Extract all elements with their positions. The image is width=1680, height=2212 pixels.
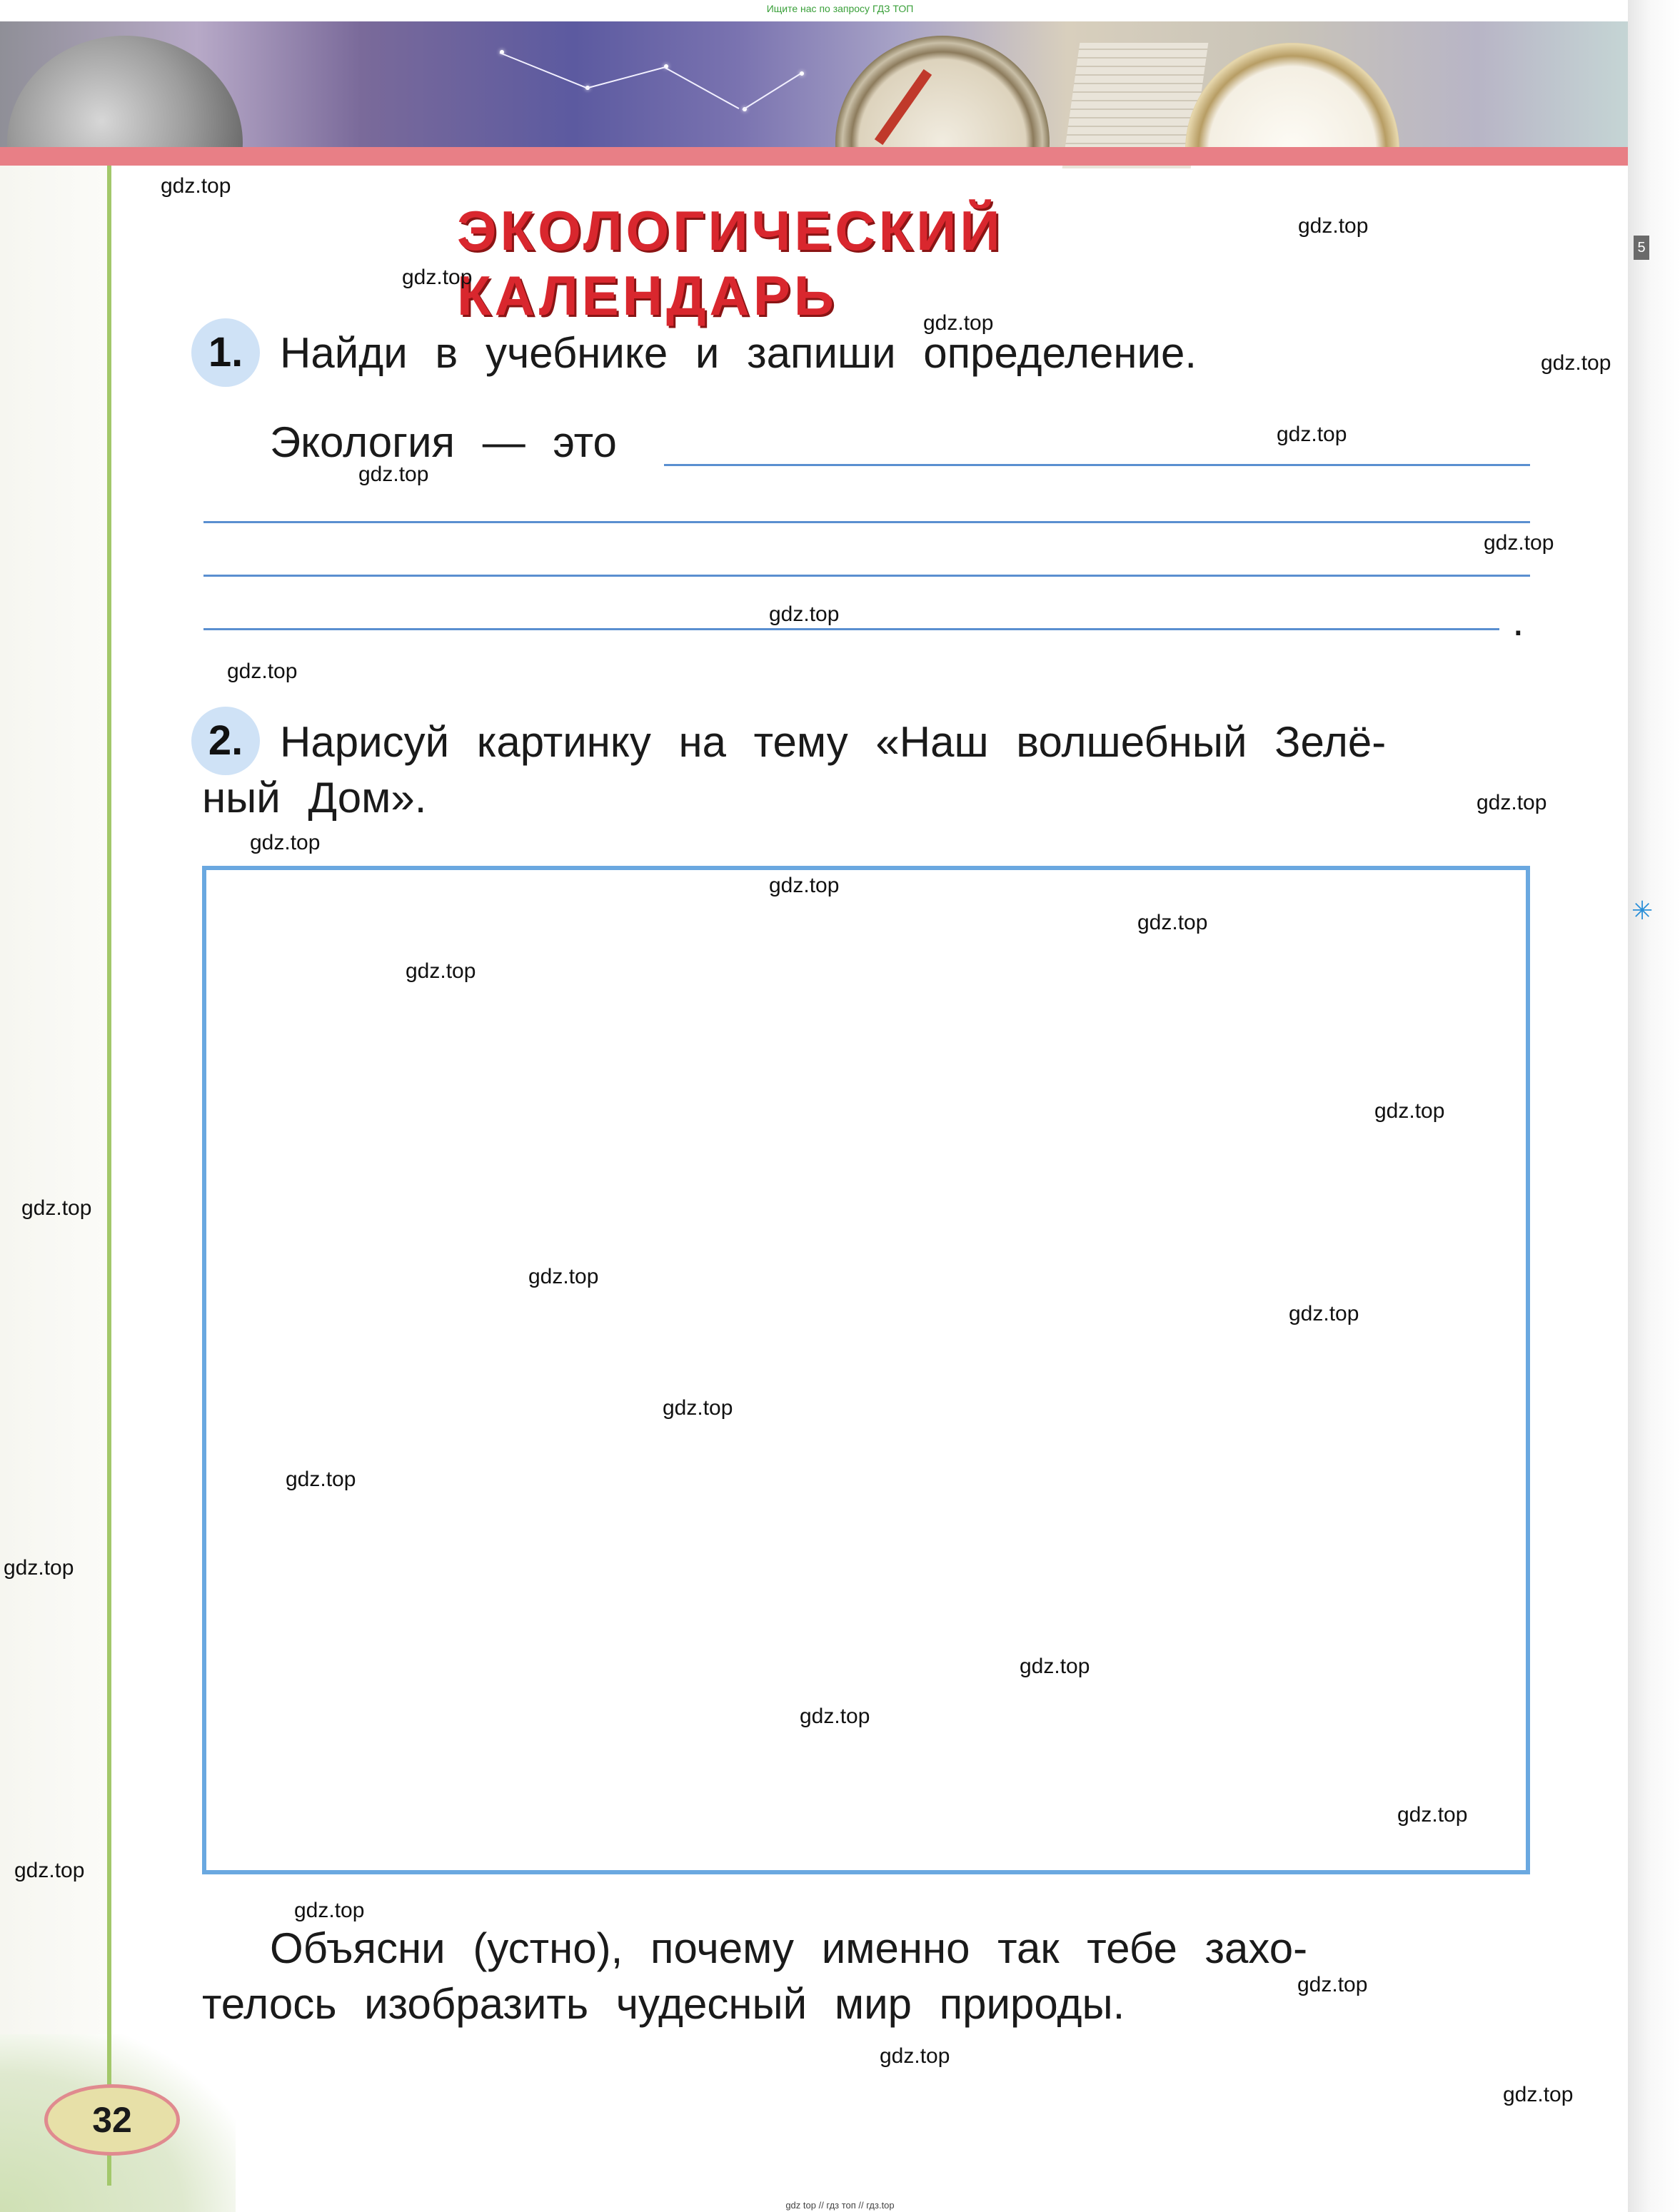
watermark: gdz.top xyxy=(250,831,321,854)
watermark: gdz.top xyxy=(1297,1973,1368,1996)
constellation-line xyxy=(585,66,665,89)
watermark: gdz.top xyxy=(769,874,840,897)
watermark: gdz.top xyxy=(286,1468,356,1491)
constellation-line xyxy=(742,74,800,111)
watermark: gdz.top xyxy=(1298,214,1369,238)
watermark: gdz.top xyxy=(880,2044,950,2068)
watermark: gdz.top xyxy=(1289,1302,1359,1325)
watermark: gdz.top xyxy=(406,959,476,983)
side-tab: 5 xyxy=(1634,236,1649,260)
answer-end-period: . xyxy=(1512,597,1524,645)
task-2-text-line-1: Нарисуй картинку на тему «Наш волшебный Зелё- xyxy=(280,718,1387,766)
answer-line[interactable] xyxy=(664,464,1530,466)
watermark: gdz.top xyxy=(1374,1099,1445,1123)
bottom-note: gdz top // гдз топ // гдз.top xyxy=(785,2200,895,2211)
watermark: gdz.top xyxy=(402,266,473,289)
explain-text-line-2: телось изобразить чудесный мир природы. xyxy=(202,1980,1125,2028)
explain-text-line-1: Объясни (устно), почему именно так тебе захо- xyxy=(270,1924,1308,1972)
answer-line[interactable] xyxy=(203,628,1499,630)
watermark: gdz.top xyxy=(1277,423,1347,446)
left-margin-rule xyxy=(107,166,111,2186)
constellation-line xyxy=(500,52,586,89)
answer-line[interactable] xyxy=(203,521,1530,523)
watermark: gdz.top xyxy=(1137,911,1208,934)
watermark: gdz.top xyxy=(4,1556,74,1580)
constellation-line xyxy=(664,66,740,109)
watermark: gdz.top xyxy=(1484,531,1554,555)
page-number: 32 xyxy=(44,2084,180,2156)
watermark: gdz.top xyxy=(769,602,840,626)
page-edge-shadow xyxy=(1628,0,1680,2212)
task-2-text-line-2: ный Дом». xyxy=(202,774,427,822)
header-stripe xyxy=(0,147,1642,166)
watermark: gdz.top xyxy=(1397,1803,1468,1827)
watermark: gdz.top xyxy=(14,1859,85,1882)
top-note: Ищите нас по запросу ГДЗ ТОП xyxy=(766,3,914,14)
snowflake-icon: ✳ xyxy=(1631,896,1654,925)
watermark: gdz.top xyxy=(161,174,231,198)
answer-line[interactable] xyxy=(203,575,1530,577)
task-2-number: 2. xyxy=(191,707,260,775)
left-margin xyxy=(0,166,107,2212)
task-1-number: 1. xyxy=(191,318,260,387)
watermark: gdz.top xyxy=(528,1265,599,1288)
watermark: gdz.top xyxy=(227,660,298,683)
watermark: gdz.top xyxy=(1541,351,1611,375)
watermark: gdz.top xyxy=(663,1396,733,1420)
star-icon xyxy=(800,71,804,76)
watermark: gdz.top xyxy=(1503,2083,1574,2106)
header-banner-image xyxy=(0,21,1642,147)
page-title: ЭКОЛОГИЧЕСКИЙ КАЛЕНДАРЬ xyxy=(457,199,1004,327)
watermark: gdz.top xyxy=(294,1899,365,1922)
watermark: gdz.top xyxy=(923,311,994,335)
watermark: gdz.top xyxy=(358,463,429,486)
task-1-text: Найди в учебнике и запиши определение. xyxy=(280,329,1197,377)
watermark: gdz.top xyxy=(21,1196,92,1220)
watermark: gdz.top xyxy=(800,1705,870,1728)
watermark: gdz.top xyxy=(1477,791,1547,814)
watermark: gdz.top xyxy=(1020,1655,1090,1678)
ecology-prompt: Экология — это xyxy=(270,418,617,466)
